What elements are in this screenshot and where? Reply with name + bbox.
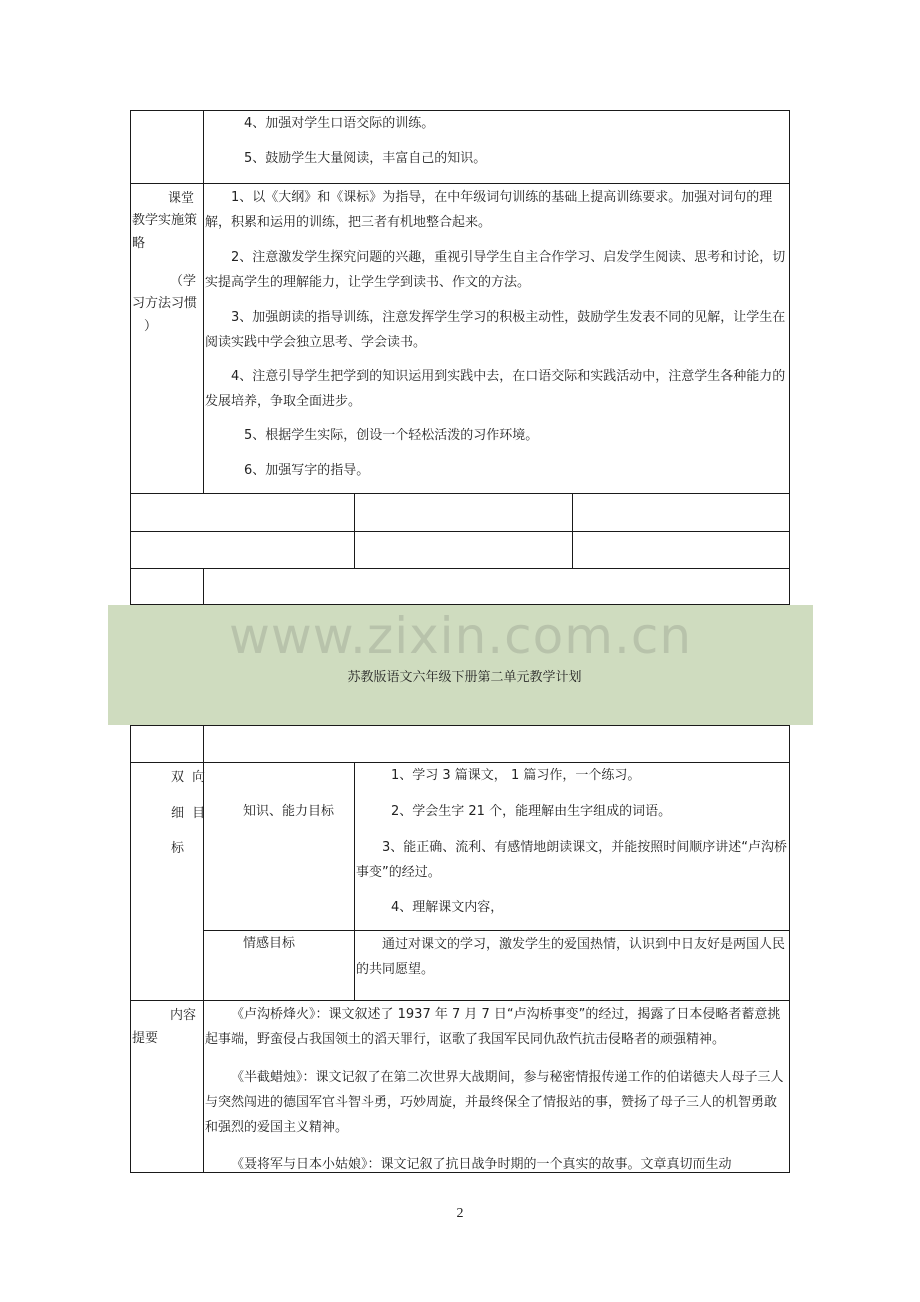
- content-item: 《卢沟桥烽火》：课文叙述了 1937 年 7 月 7 日“卢沟桥事变”的经过，揭露了日本侵略者蓄意挑起事端，野蛮侵占我国领土的滔天罪行，讴歌了我国军民同仇敌忾抗击侵略者的顽强精神。: [205, 1007, 781, 1047]
- content-label: 内容: [170, 1008, 197, 1023]
- knowledge-item: 1、学习 3 篇课文， 1 篇习作，一个练习。: [391, 768, 641, 783]
- strategy-item: 5、根据学生实际，创设一个轻松活泼的习作环境。: [244, 428, 539, 443]
- knowledge-item: 3、能正确、流利、有感情地朗读课文，并能按照时间顺序讲述“卢沟桥事变”的经过。: [356, 840, 788, 880]
- content-item: 《半截蜡烛》：课文记叙了在第二次世界大战期间，参与秘密情报传递工作的伯诺德夫人母子三人与突然闯进的德国军官斗智斗勇，巧妙周旋，并最终保全了情报站的事，赞扬了母子三人的机智勇敢和强烈的爱国主义精神。: [205, 1070, 784, 1135]
- strategy-label: 教学实施策: [132, 213, 198, 228]
- strategy-label: 习方法习惯: [132, 296, 198, 311]
- banner-title: 苏教版语文六年级下册第二单元教学计划: [347, 670, 582, 685]
- two-way-goal-label: 双 向: [171, 770, 208, 785]
- emotion-text: 通过对课文的学习，激发学生的爱国热情，认识到中日友好是两国人民的共同愿望。: [356, 937, 786, 977]
- strategy-label: （学: [170, 274, 197, 289]
- content-label: 提要: [132, 1031, 159, 1046]
- knowledge-label: 知识、能力目标: [243, 804, 335, 819]
- two-way-goal-label: 细 目: [171, 806, 208, 821]
- knowledge-item: 4、理解课文内容，: [391, 900, 504, 915]
- content-item: 《聂将军与日本小姑娘》：课文记叙了抗日战争时期的一个真实的故事。文章真切而生动: [231, 1157, 732, 1172]
- strategy-label: ）: [144, 319, 158, 334]
- strategy-label: 课堂: [168, 191, 195, 206]
- strategy-item: 3、加强朗读的指导训练，注意发挥学生学习的积极主动性，鼓励学生发表不同的见解，让学生在阅读实践中学会独立思考、学会读书。: [205, 310, 786, 350]
- goal-item: 4、加强对学生口语交际的训练。: [244, 116, 435, 131]
- knowledge-item: 2、学会生字 21 个，能理解由生字组成的词语。: [391, 804, 672, 819]
- two-way-goal-label: 标: [171, 841, 185, 856]
- strategy-item: 6、加强写字的指导。: [244, 463, 370, 478]
- strategy-item: 4、注意引导学生把学到的知识运用到实践中去，在口语交际和实践活动中，注意学生各种能力的发展培养，争取全面进步。: [205, 369, 786, 409]
- emotion-label: 情感目标: [243, 936, 296, 951]
- page-number: 2: [456, 1206, 464, 1221]
- goal-item: 5、鼓励学生大量阅读，丰富自己的知识。: [244, 151, 487, 166]
- strategy-item: 1、以《大纲》和《课标》为指导，在中年级词句训练的基础上提高训练要求。加强对词句的理解，积累和运用的训练，把三者有机地整合起来。: [205, 190, 773, 230]
- strategy-label: 略: [132, 236, 146, 251]
- strategy-item: 2、注意激发学生探究问题的兴趣，重视引导学生自主合作学习、启发学生阅读、思考和讨论，切实提高学生的理解能力，让学生学到读书、作文的方法。: [205, 250, 786, 290]
- watermark-text: www.zixin.com.cn: [228, 607, 693, 665]
